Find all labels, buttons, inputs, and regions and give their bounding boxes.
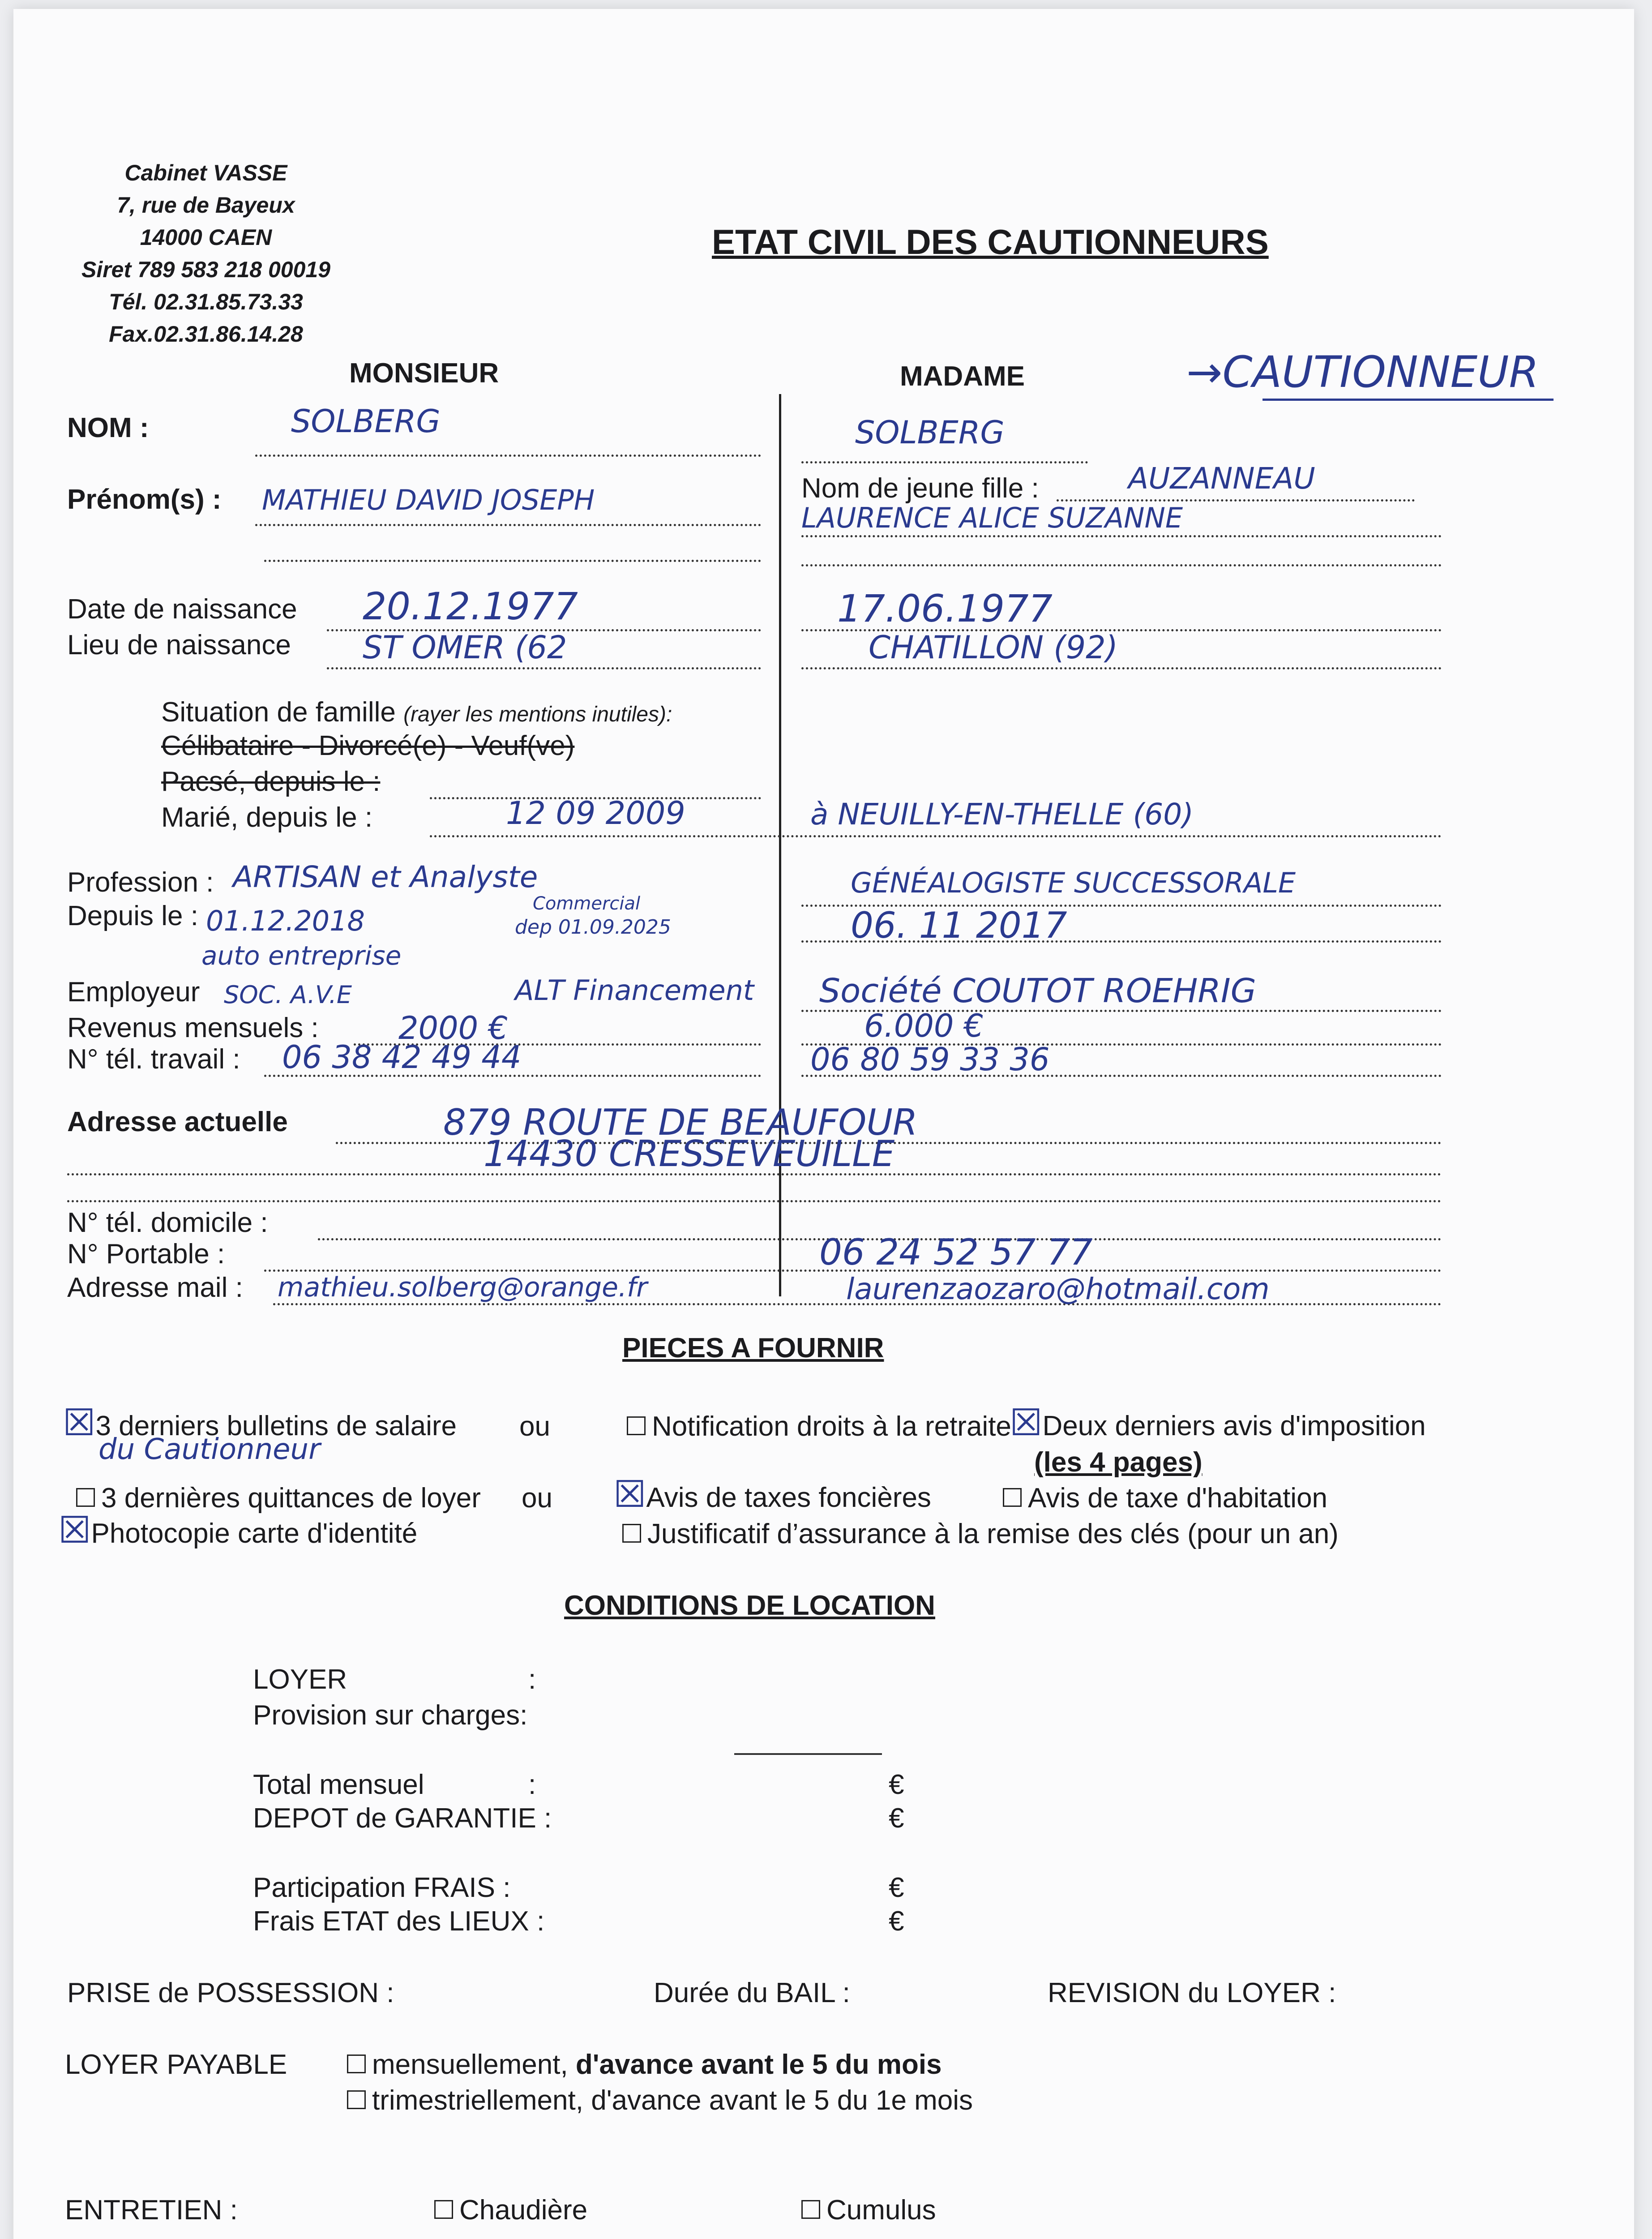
label-lieu-naissance: Lieu de naissance bbox=[67, 630, 291, 661]
monsieur-mail[interactable]: mathieu.solberg@orange.fr bbox=[278, 1272, 647, 1303]
checkbox-icon bbox=[622, 1524, 641, 1543]
label-loyer: LOYER bbox=[253, 1664, 347, 1695]
madame-nom[interactable]: SOLBERG bbox=[855, 414, 1005, 451]
total-rule bbox=[734, 1753, 882, 1755]
ou-2: ou bbox=[522, 1483, 552, 1514]
office-tel: Tél. 02.31.85.73.33 bbox=[109, 289, 303, 314]
piece-taxes-foncieres-label: Avis de taxes foncières bbox=[646, 1482, 931, 1513]
label-revision-loyer: REVISION du LOYER : bbox=[1048, 1977, 1336, 2008]
piece-retraite[interactable] bbox=[627, 1411, 1011, 1442]
piece-retraite-label: Notification droits à la retraite bbox=[652, 1411, 1011, 1442]
checkbox-icon bbox=[347, 2090, 366, 2109]
label-revenus: Revenus mensuels : bbox=[67, 1012, 319, 1043]
checkbox-icon bbox=[801, 2200, 820, 2219]
piece-carte-identite-label: Photocopie carte d'identité bbox=[91, 1518, 418, 1549]
mariage-date[interactable]: 12 09 2009 bbox=[506, 795, 685, 832]
dotted-line bbox=[801, 461, 1088, 463]
option-celibataire: Célibataire - Divorcé(e) - Veuf(ve) bbox=[161, 730, 575, 761]
euro-total: € bbox=[889, 1769, 904, 1800]
label-tel-domicile: N° tél. domicile : bbox=[67, 1207, 268, 1238]
piece-taxe-habitation[interactable] bbox=[1003, 1482, 1327, 1514]
label-employeur: Employeur bbox=[67, 977, 200, 1008]
option-chaudiere[interactable] bbox=[434, 2194, 587, 2226]
madame-mail[interactable]: laurenzaozaro@hotmail.com bbox=[846, 1272, 1270, 1306]
label-date-naissance: Date de naissance bbox=[67, 594, 297, 625]
dotted-line bbox=[801, 667, 1442, 669]
checkbox-icon bbox=[434, 2200, 453, 2219]
label-situation bbox=[161, 696, 672, 728]
checkbox-icon bbox=[1003, 1488, 1022, 1507]
les-4-pages: (les 4 pages) bbox=[1034, 1447, 1203, 1478]
checked-icon: ☒ bbox=[63, 1402, 96, 1444]
piece-bulletins-note: du Cautionneur bbox=[98, 1433, 321, 1466]
cautionneur-underline bbox=[1263, 399, 1554, 401]
option-mensuel-b: d'avance avant le 5 du mois bbox=[575, 2049, 942, 2080]
dotted-line bbox=[255, 455, 761, 457]
office-street: 7, rue de Bayeux bbox=[117, 193, 295, 218]
checkbox-icon bbox=[76, 1488, 95, 1507]
madame-lieu-naissance[interactable]: CHATILLON (92) bbox=[869, 629, 1118, 666]
checked-icon: ☒ bbox=[613, 1473, 646, 1516]
label-mail: Adresse mail : bbox=[67, 1272, 243, 1303]
label-depot: DEPOT de GARANTIE : bbox=[253, 1803, 552, 1834]
piece-assurance[interactable] bbox=[622, 1518, 1339, 1550]
label-prenoms: Prénom(s) : bbox=[67, 484, 222, 515]
monsieur-depuis[interactable]: 01.12.2018 bbox=[206, 905, 365, 937]
monsieur-profession-note[interactable]: Commercial bbox=[533, 893, 641, 914]
office-fax: Fax.02.31.86.14.28 bbox=[109, 322, 303, 347]
situation-note: (rayer les mentions inutiles): bbox=[403, 703, 672, 726]
conditions-title: CONDITIONS DE LOCATION bbox=[564, 1590, 935, 1621]
madame-tel-travail[interactable]: 06 80 59 33 36 bbox=[810, 1041, 1050, 1078]
monsieur-tel-travail[interactable]: 06 38 42 49 44 bbox=[282, 1039, 522, 1076]
option-mensuel-a: mensuellement, bbox=[372, 2049, 568, 2080]
piece-taxes-foncieres[interactable] bbox=[613, 1473, 931, 1516]
label-depuis: Depuis le : bbox=[67, 901, 198, 931]
dotted-line bbox=[67, 1200, 1442, 1202]
option-pacse: Pacsé, depuis le : bbox=[161, 766, 381, 797]
checked-icon: ☒ bbox=[1010, 1402, 1043, 1444]
monsieur-revenus[interactable]: 2000 € bbox=[398, 1010, 508, 1047]
monsieur-date-naissance[interactable]: 20.12.1977 bbox=[363, 584, 578, 628]
label-total: Total mensuel bbox=[253, 1769, 424, 1800]
form-page bbox=[13, 9, 1634, 2239]
piece-assurance-label: Justificatif d’assurance à la remise des clés (pour un an) bbox=[647, 1518, 1339, 1549]
cautionneur-note: →CAUTIONNEUR bbox=[1186, 347, 1539, 397]
piece-carte-identite[interactable] bbox=[58, 1509, 417, 1552]
adresse-ligne1[interactable]: 879 ROUTE DE BEAUFOUR bbox=[443, 1102, 918, 1143]
checked-icon: ☒ bbox=[58, 1509, 91, 1552]
option-cumulus[interactable] bbox=[801, 2194, 936, 2226]
dotted-line bbox=[255, 524, 761, 526]
option-trimestriel[interactable] bbox=[347, 2085, 973, 2116]
monsieur-employeur2[interactable]: ALT Financement bbox=[515, 974, 754, 1007]
piece-avis-imposition[interactable] bbox=[1010, 1402, 1426, 1444]
column-madame: MADAME bbox=[900, 361, 1025, 392]
label-prise-possession: PRISE de POSSESSION : bbox=[67, 1977, 394, 2008]
ou-1: ou bbox=[519, 1411, 550, 1442]
madame-employeur[interactable]: Société COUTOT ROEHRIG bbox=[819, 972, 1256, 1010]
label-duree-bail: Durée du BAIL : bbox=[654, 1977, 850, 2008]
madame-revenus[interactable]: 6.000 € bbox=[864, 1008, 984, 1044]
checkbox-icon bbox=[627, 1416, 646, 1435]
madame-prenoms[interactable]: LAURENCE ALICE SUZANNE bbox=[801, 502, 1183, 534]
office-city: 14000 CAEN bbox=[140, 225, 272, 250]
colon-loyer: : bbox=[528, 1664, 536, 1695]
adresse-ligne2[interactable]: 14430 CRESSEVEUILLE bbox=[484, 1133, 895, 1175]
label-frais-etat: Frais ETAT des LIEUX : bbox=[253, 1906, 545, 1937]
label-tel-travail: N° tél. travail : bbox=[67, 1044, 240, 1075]
dotted-line bbox=[801, 564, 1442, 566]
piece-bulletins-label: 3 derniers bulletins de salaire bbox=[95, 1411, 457, 1441]
dotted-line bbox=[801, 535, 1442, 537]
label-profession: Profession : bbox=[67, 867, 214, 898]
euro-participation: € bbox=[889, 1872, 904, 1903]
option-trimestriel-label: trimestriellement, d'avance avant le 5 du 1e mois bbox=[372, 2085, 973, 2116]
monsieur-nom[interactable]: SOLBERG bbox=[291, 403, 441, 440]
pieces-title: PIECES A FOURNIR bbox=[622, 1333, 884, 1364]
monsieur-depuis-note[interactable]: auto entreprise bbox=[201, 940, 402, 971]
piece-taxe-habitation-label: Avis de taxe d'habitation bbox=[1028, 1483, 1328, 1514]
label-adresse: Adresse actuelle bbox=[67, 1107, 288, 1137]
option-chaudiere-label: Chaudière bbox=[459, 2195, 588, 2226]
dotted-line bbox=[430, 835, 1442, 837]
euro-frais-etat: € bbox=[889, 1906, 904, 1937]
label-provision: Provision sur charges: bbox=[253, 1700, 528, 1731]
option-mensuel[interactable] bbox=[347, 2049, 942, 2080]
euro-depot: € bbox=[889, 1803, 904, 1834]
situation-label: Situation de famille bbox=[161, 697, 396, 728]
label-entretien: ENTRETIEN : bbox=[65, 2195, 238, 2226]
checkbox-icon bbox=[347, 2055, 366, 2073]
colon-total: : bbox=[528, 1769, 536, 1800]
madame-nom-jeune-fille[interactable]: AUZANNEAU bbox=[1128, 461, 1315, 496]
madame-portable[interactable]: 06 24 52 57 77 bbox=[819, 1231, 1093, 1273]
label-nom-jeune-fille: Nom de jeune fille : bbox=[801, 473, 1039, 504]
madame-date-naissance[interactable]: 17.06.1977 bbox=[837, 587, 1053, 631]
monsieur-depuis2[interactable]: dep 01.09.2025 bbox=[515, 916, 671, 939]
madame-depuis[interactable]: 06. 11 2017 bbox=[851, 905, 1067, 946]
label-loyer-payable: LOYER PAYABLE bbox=[65, 2049, 287, 2080]
label-participation: Participation FRAIS : bbox=[253, 1872, 511, 1903]
dotted-line bbox=[327, 667, 761, 669]
column-monsieur: MONSIEUR bbox=[349, 358, 499, 389]
dotted-line bbox=[264, 560, 761, 562]
piece-quittances-label: 3 dernières quittances de loyer bbox=[101, 1483, 481, 1514]
madame-profession[interactable]: GÉNÉALOGISTE SUCCESSORALE bbox=[851, 866, 1296, 899]
mariage-lieu[interactable]: à NEUILLY-EN-THELLE (60) bbox=[810, 797, 1194, 832]
page-title: ETAT CIVIL DES CAUTIONNEURS bbox=[712, 222, 1269, 262]
label-portable: N° Portable : bbox=[67, 1239, 225, 1270]
option-cumulus-label: Cumulus bbox=[826, 2195, 936, 2226]
option-marie: Marié, depuis le : bbox=[161, 802, 373, 833]
office-siret: Siret 789 583 218 00019 bbox=[81, 257, 331, 282]
piece-avis-imposition-label: Deux derniers avis d'imposition bbox=[1042, 1411, 1426, 1441]
office-name: Cabinet VASSE bbox=[124, 160, 287, 185]
monsieur-employeur[interactable]: SOC. A.V.E bbox=[224, 981, 352, 1009]
monsieur-prenoms[interactable]: MATHIEU DAVID JOSEPH bbox=[262, 484, 595, 516]
label-nom: NOM : bbox=[67, 412, 149, 443]
office-header bbox=[72, 157, 340, 350]
monsieur-lieu-naissance[interactable]: ST OMER (62 bbox=[363, 629, 567, 666]
monsieur-profession[interactable]: ARTISAN et Analyste bbox=[233, 860, 538, 894]
